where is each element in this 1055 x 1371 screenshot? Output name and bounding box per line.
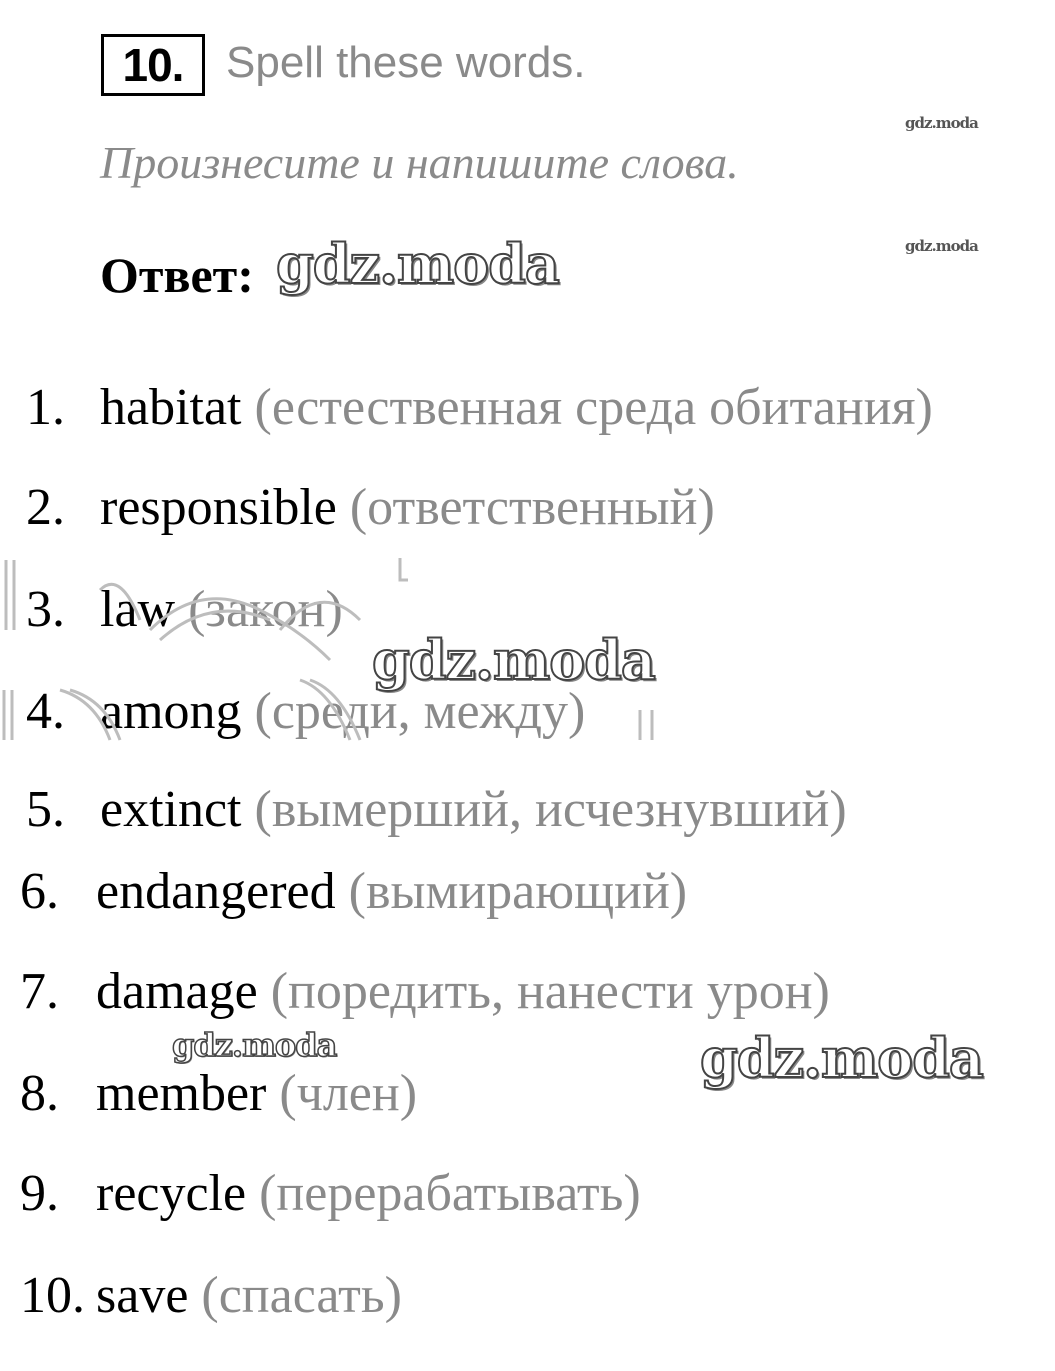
list-item [20,862,687,922]
list-item [20,1266,402,1326]
list-item [26,378,933,438]
item-word: save [96,1267,189,1324]
item-word: responsible [100,479,337,536]
item-word: member [96,1065,267,1122]
item-translation: (вымерший, исчезнувший) [254,781,847,838]
item-translation: (среди, между) [254,683,586,740]
item-translation: (ответственный) [349,479,715,536]
item-number: 5. [26,781,65,838]
item-number: 10. [20,1267,85,1324]
item-number: 9. [20,1165,59,1222]
list-item [20,1164,641,1224]
list-item [20,962,830,1022]
item-word: habitat [100,379,242,436]
item-number: 2. [26,479,65,536]
item-word: damage [96,963,258,1020]
instruction-english: Spell these words. [226,38,586,87]
item-word: extinct [100,781,242,838]
exercise-number-box: 10. [101,34,205,96]
item-translation: (закон) [188,581,343,638]
list-item [26,780,847,840]
item-number: 6. [20,863,59,920]
watermark-large-lower: gdz.moda [700,1026,983,1090]
item-number: 8. [20,1065,59,1122]
instruction-russian: Произнесите и напишите слова. [100,137,739,188]
item-word: recycle [96,1165,247,1222]
item-number: 1. [26,379,65,436]
item-translation: (член) [279,1065,418,1122]
item-translation: (перерабатывать) [259,1165,641,1222]
watermark-large-middle: gdz.moda [372,628,655,692]
list-item [26,580,343,640]
watermark-medium-lower: gdz.moda [172,1026,337,1064]
item-word: endangered [96,863,336,920]
item-translation: (вымирающий) [348,863,688,920]
item-word: among [100,683,242,740]
watermark-small-top-2: gdz.moda [905,237,978,255]
list-item [20,1064,417,1124]
item-number: 4. [26,683,65,740]
item-word: law [100,581,176,638]
list-item [26,478,715,538]
item-translation: (естественная среда обитания) [254,379,933,436]
item-number: 7. [20,963,59,1020]
item-translation: (поредить, нанести урон) [270,963,830,1020]
item-translation: (спасать) [201,1267,402,1324]
item-number: 3. [26,581,65,638]
watermark-large-answer: gdz.moda [276,232,559,296]
watermark-small-top: gdz.moda [905,114,978,132]
answer-label: Ответ: [100,247,254,303]
